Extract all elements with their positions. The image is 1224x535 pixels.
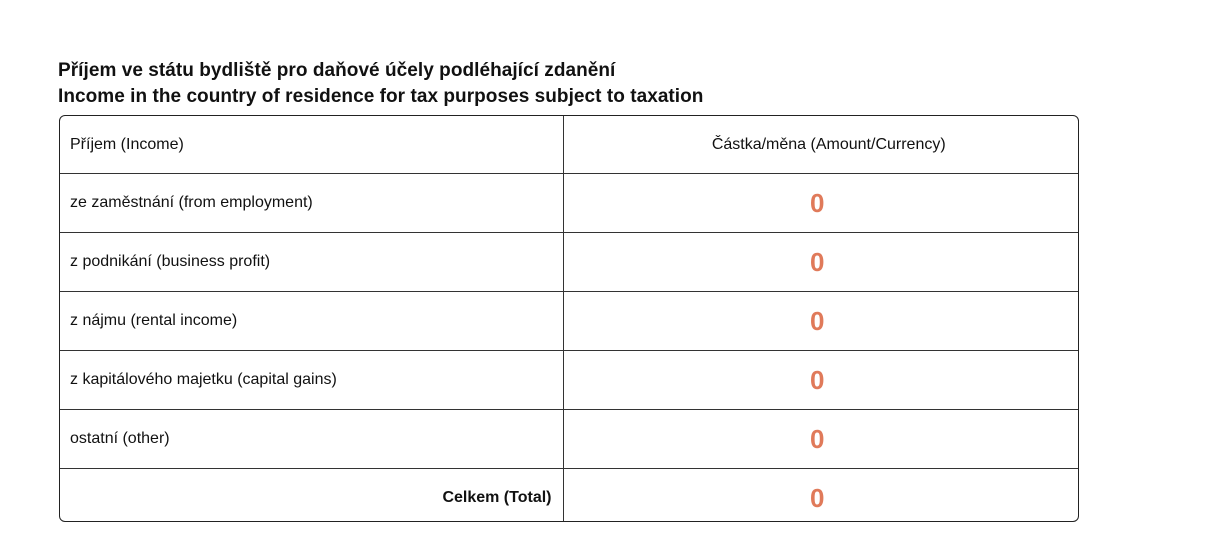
- row-label: ostatní (other): [60, 410, 563, 469]
- table-row-other: [60, 410, 1078, 469]
- row-label: ze zaměstnání (from employment): [60, 174, 563, 233]
- employment-amount-field[interactable]: 0: [563, 174, 1078, 233]
- total-label: Celkem (Total): [60, 469, 563, 523]
- section-title-czech: Příjem ve státu bydliště pro daňové účely podléhající zdanění: [58, 60, 616, 81]
- total-amount-value: 0: [810, 482, 825, 513]
- table-row-employment: [60, 174, 1078, 233]
- table-row-rental: [60, 292, 1078, 351]
- income-table: [59, 115, 1079, 522]
- row-label: z podnikání (business profit): [60, 233, 563, 292]
- other-amount-field[interactable]: 0: [563, 410, 1078, 469]
- section-title-english: Income in the country of residence for tax purposes subject to taxation: [58, 86, 704, 107]
- table-header-row: [60, 116, 1078, 174]
- row-label: z kapitálového majetku (capital gains): [60, 351, 563, 410]
- section-heading: [58, 58, 703, 110]
- capital-gains-amount-field[interactable]: 0: [563, 351, 1078, 410]
- table-row-capital-gains: [60, 351, 1078, 410]
- income-column-header: Příjem (Income): [60, 116, 563, 174]
- table-row-business: [60, 233, 1078, 292]
- business-amount-field[interactable]: 0: [563, 233, 1078, 292]
- rental-amount-field[interactable]: 0: [563, 292, 1078, 351]
- amount-column-header: Částka/měna (Amount/Currency): [563, 116, 1078, 174]
- row-label: z nájmu (rental income): [60, 292, 563, 351]
- table-row-total: [60, 469, 1078, 523]
